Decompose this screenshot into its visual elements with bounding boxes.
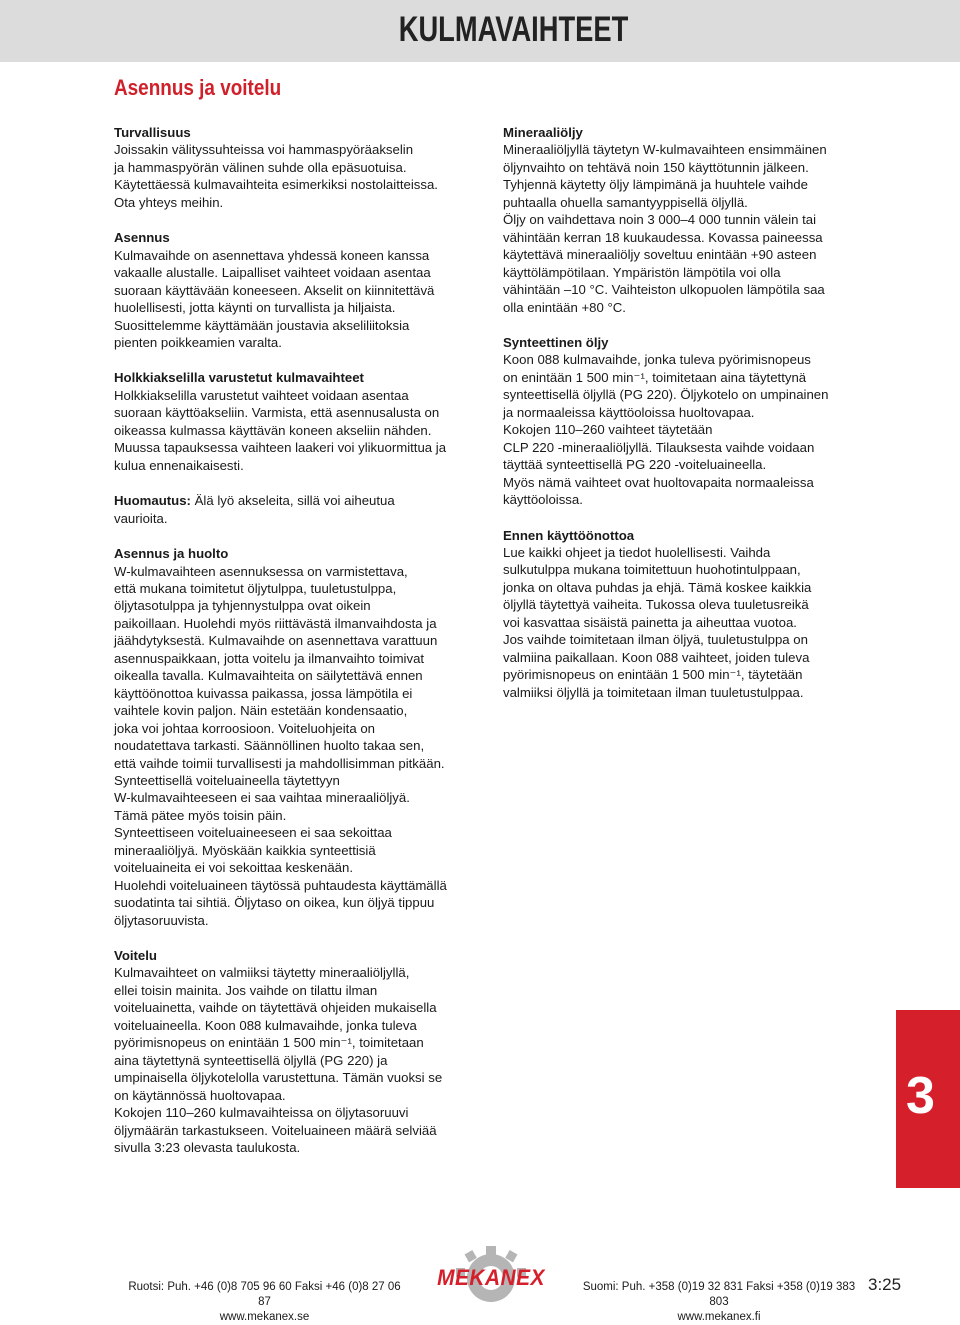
page-header-title: KULMAVAIHTEET [398,10,628,49]
section-heading: Holkkiakselilla varustetut kulmavaihteet [114,370,364,386]
footer-sweden-phone: Ruotsi: Puh. +46 (0)8 705 96 60 Faksi +46 (0)8 27 06 87 [128,1281,401,1308]
left-column [114,124,494,1174]
right-column [503,124,873,719]
section-heading: Asennus ja huolto [114,546,229,562]
footer-sweden [122,1280,407,1325]
section-body: Kulmavaihde on asennettava yhdessä koneen kanssa vakaalle alustalle. Laipalliset vaihteet voidaan asentaa suoraan käyttävään koneeseen. Akselit on kiinnitettävä huolellisesti, jotta käynti on turvallista ja hiljaista. Suosittelemme käyttämään joustavia akseliliitoksia pienten poikkeamien varalta. [114,247,435,350]
section-holkkiakseli [114,369,494,474]
header-bar [0,0,960,62]
section-heading: Turvallisuus [114,125,191,140]
section-body: Koon 088 kulmavaihde, jonka tuleva pyörimisnopeus on enintään 1 500 min⁻¹, toimitetaan aina täytettynä synteettisellä öljyllä (PG 220). Öljykotelo on umpinainen ja normaaleissa käyttöoloissa huoltovapaa. Kokojen 110–260 vaihteet täytetään CLP 220 -mineraaliöljyllä. Tilauksesta vaihde voidaan täyttää synteettisellä PG 220 -voiteluaineella. Myös nämä vaihteet ovat huoltovapaita normaaleissa käyttöoloissa. [503,352,829,508]
logo-wordmark: MEKANEX [437,1265,545,1290]
section-body: Holkkiakselilla varustetut vaihteet voidaan asentaa suoraan käyttöakseliin. Varmista, että asennusalusta on oikeassa kulmassa käyttävän koneen akseliin nähden. Muussa tapauksessa vaihteen laakeri voi ylikuormittua ja kulua ennenaikaisesti. [114,387,447,473]
section-heading: Mineraaliöljy [503,125,583,140]
section-body: Mineraaliöljyllä täytetyn W-kulmavaihteen ensimmäinen öljynvaihto on tehtävä noin 150 käyttötunnin jälkeen. Tyhjennä käytetty öljy lämpimänä ja huuhtele vaihde puhtaalla ohuella samantyyppisellä öljyllä. Öljy on vaihdettava noin 3 000–4 000 tunnin välein tai vähintään kerran 18 kuukaudessa. Kovassa paineessa käytettävä mineraaliöljy soveltuu enintään +90 asteen käyttölämpötilaan. Ympäristön lämpötila voi olla vähintään –10 °C. Vaihteiston ulkopuolen lämpötila saa olla enintään +80 °C. [503,142,827,315]
section-body: Kulmavaihteet on valmiiksi täytetty mineraaliöljyllä, ellei toisin mainita. Jos vaihde on tilattu ilman voiteluainetta, vaihde on täytettävä ohjeiden mukaisella voiteluaineella. Koon 088 kulmavaihde, jonka tuleva pyörimisnopeus on enintään 1 500 min⁻¹, toimitetaan aina täytettynä synteettisellä öljyllä (PG 220) ja umpinaisella öljykotelolla varustettuna. Tämän vuoksi se on käytännössä huoltovapaa. Kokojen 110–260 kulmavaihteissa on öljytasoruuvi öljymäärän tarkastukseen. Voiteluaineen määrä selviää sivulla 3:23 olevasta taulukosta. [114,965,443,1156]
footer-finland [573,1280,865,1325]
section-turvallisuus [114,124,494,211]
section-heading: Ennen käyttöönottoa [503,527,635,543]
chapter-tab-number: 3 [906,1067,935,1125]
page-number: 3:25 [868,1275,902,1294]
footer-finland-phone: Suomi: Puh. +358 (0)19 32 831 Faksi +358 (0)19 383 803 [582,1281,856,1308]
section-asennus-ja-huolto [114,545,494,929]
section-body: Lue kaikki ohjeet ja tiedot huolellisesti. Vaihda sulkutulppa mukana toimitettuun huohotintulppaan, jonka on oltava puhdas ja ehjä. Tämä koskee kaikkia öljyllä täytettyä vaiheita. Tukossa oleva tuuletusreikä voi kasvattaa sisäistä painetta ja aiheuttaa vuotoa. Jos vaihde toimitetaan ilman öljyä, tuuletustulppa on valmiina paikallaan. Koon 088 vaihteet, joiden tuleva pyörimisnopeus on enintään 1 500 min⁻¹, täytetään valmiiksi öljyllä ja toimitetaan ilman tuuletustulppaa. [503,544,812,700]
section-mineraaliolja [503,124,873,316]
mekanex-logo [426,1246,556,1306]
footer-finland-url[interactable]: www.mekanex.fi [677,1311,761,1323]
section-asennus [114,229,494,351]
section-ennen-kayttoonottoa [503,527,873,702]
section-body: W-kulmavaihteen asennuksessa on varmistettava, että mukana toimitetut öljytulppa, tuuletustulppa, öljytasotulppa ja tyhjennystulppa ovat oikein paikoillaan. Huolehdi myös riittävästä ilmanvaihdosta ja jäähdytyksestä. Kulmavaihde on asennettava varattuun asennuspaikkaan, jotta voitelu ja ilmanvaihto toimivat oikealla tavalla. Kulmavaihteita on säilytettävä ennen käyttöönottoa kuivassa paikassa, jossa lämpötila ei vaihtele kovin paljon. Näin estetään kondensaatio, joka voi johtaa korroosioon. Voiteluohjeita on noudatettava tarkasti. Säännöllinen huolto takaa sen, että vaihde toimii turvallisesti ja mahdollisimman pitkään. Synteettisellä voiteluaineella täytettyyn W-kulmavaihteeseen ei saa vaihtaa mineraaliöljyä. Tämä pätee myös toisin päin. Synteettiseen voiteluaineeseen ei saa sekoittaa mineraaliöljyä. Myöskään kaikkia synteettisiä voiteluaineita ei voi sekoittaa keskenään. Huolehdi voiteluaineen täytössä puhtaudesta käyttämällä suodatinta tai sihtiä. Öljytaso on oikea, kun öljyä tippuu öljytasoruuvista. [114,563,447,928]
section-body: Joissakin välityssuhteissa voi hammaspyöräakselin ja hammaspyörän välinen suhde olla epäsuotuisa. Käytettäessä kulmavaihteita esimerkiksi nostolaitteissa. Ota yhteys meihin. [114,142,438,210]
note-huomautus [114,492,494,527]
note-body: Älä lyö akseleita, sillä voi aiheutua vaurioita. [114,493,395,526]
section-synteettinen-olja [503,334,873,509]
note-label: Huomautus: [114,493,191,509]
section-heading: Synteettinen öljy [503,334,609,350]
section-voitelu [114,947,494,1156]
footer-sweden-url[interactable]: www.mekanex.se [219,1311,310,1323]
section-heading: Voitelu [114,948,157,964]
section-heading: Asennus [114,230,170,246]
section-title: Asennus ja voitelu [114,75,282,100]
